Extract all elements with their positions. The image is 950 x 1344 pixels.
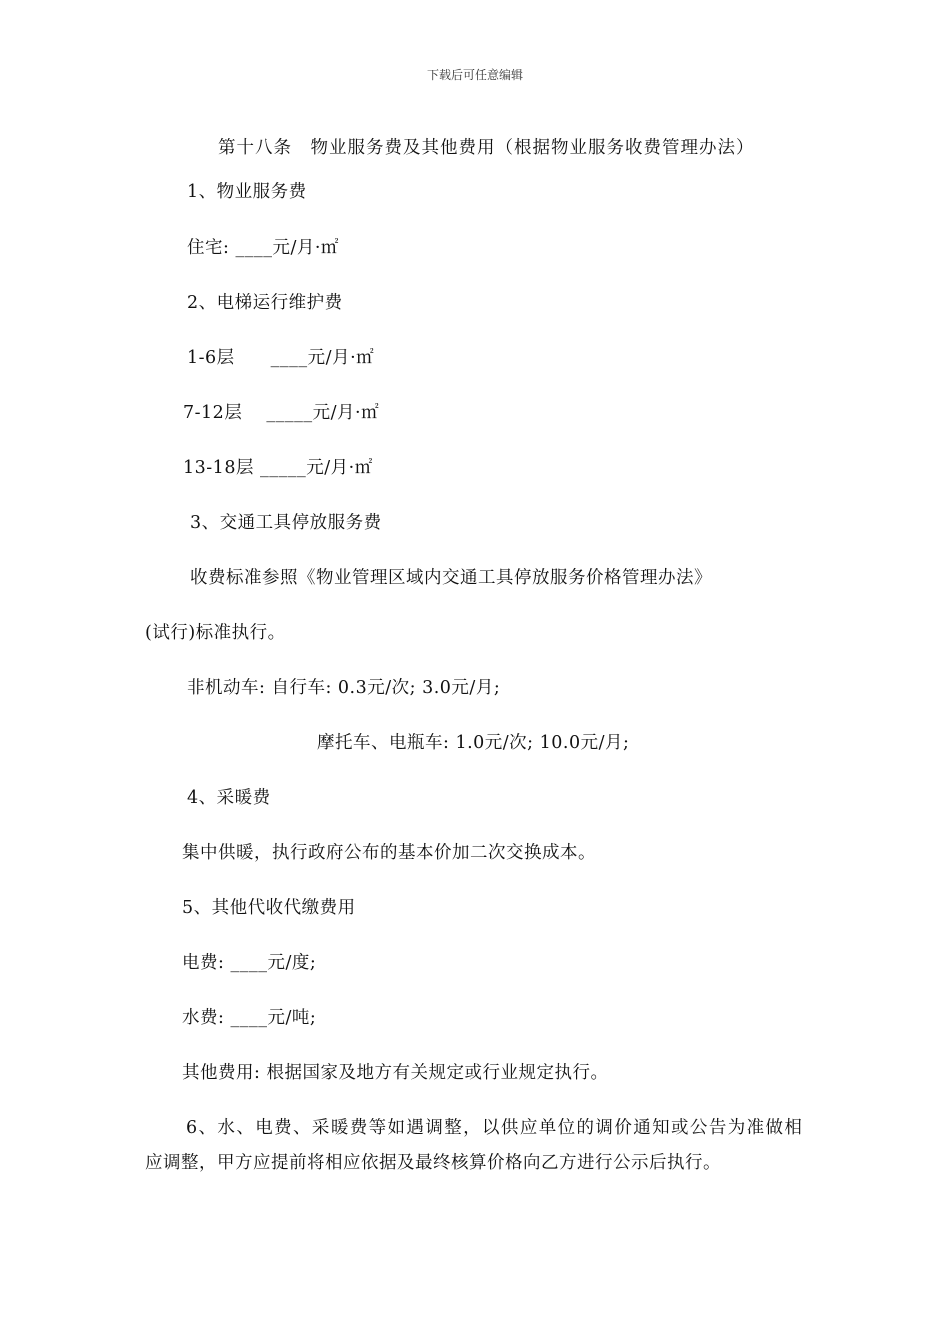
section-heading-property-fee: 1、物业服务费 [187,182,307,202]
non-motor-vehicle-fee: 非机动车: 自行车: 0.3元/次; 3.0元/月; [187,678,501,698]
adjustment-clause: 6、水、电费、采暖费等如遇调整，以供应单位的调价通知或公告为准做相 [186,1118,804,1138]
parking-fee-standard: 收费标准参照《物业管理区域内交通工具停放服务价格管理办法》 [190,568,712,588]
adjustment-clause-cont: 应调整，甲方应提前将相应依据及最终核算价格向乙方进行公示后执行。 [145,1153,721,1173]
article-title: 第十八条 物业服务费及其他费用（根据物业服务收费管理办法） [218,138,755,158]
motorcycle-fee: 摩托车、电瓶车: 1.0元/次; 10.0元/月; [317,733,630,753]
residential-fee-line: 住宅: ____元/月·㎡ [187,238,339,258]
parking-fee-standard-cont: (试行)标准执行。 [145,623,286,643]
section-heading-other-fees: 5、其他代收代缴费用 [182,898,356,918]
section-heading-elevator-fee: 2、电梯运行维护费 [187,293,343,313]
page-header: 下载后可任意编辑 [426,68,523,82]
elevator-fee-floors-7-12: 7-12层 _____元/月·㎡ [183,403,380,423]
other-fees-line: 其他费用: 根据国家及地方有关规定或行业规定执行。 [182,1063,609,1083]
elevator-fee-floors-1-6: 1-6层 ____元/月·㎡ [187,348,375,368]
section-heading-heating-fee: 4、采暖费 [187,788,271,808]
electricity-fee-line: 电费: ____元/度; [182,953,317,973]
section-heading-parking-fee: 3、交通工具停放服务费 [190,513,382,533]
water-fee-line: 水费: ____元/吨; [182,1008,317,1028]
heating-fee-text: 集中供暖，执行政府公布的基本价加二次交换成本。 [182,843,596,863]
elevator-fee-floors-13-18: 13-18层 _____元/月·㎡ [183,458,373,478]
